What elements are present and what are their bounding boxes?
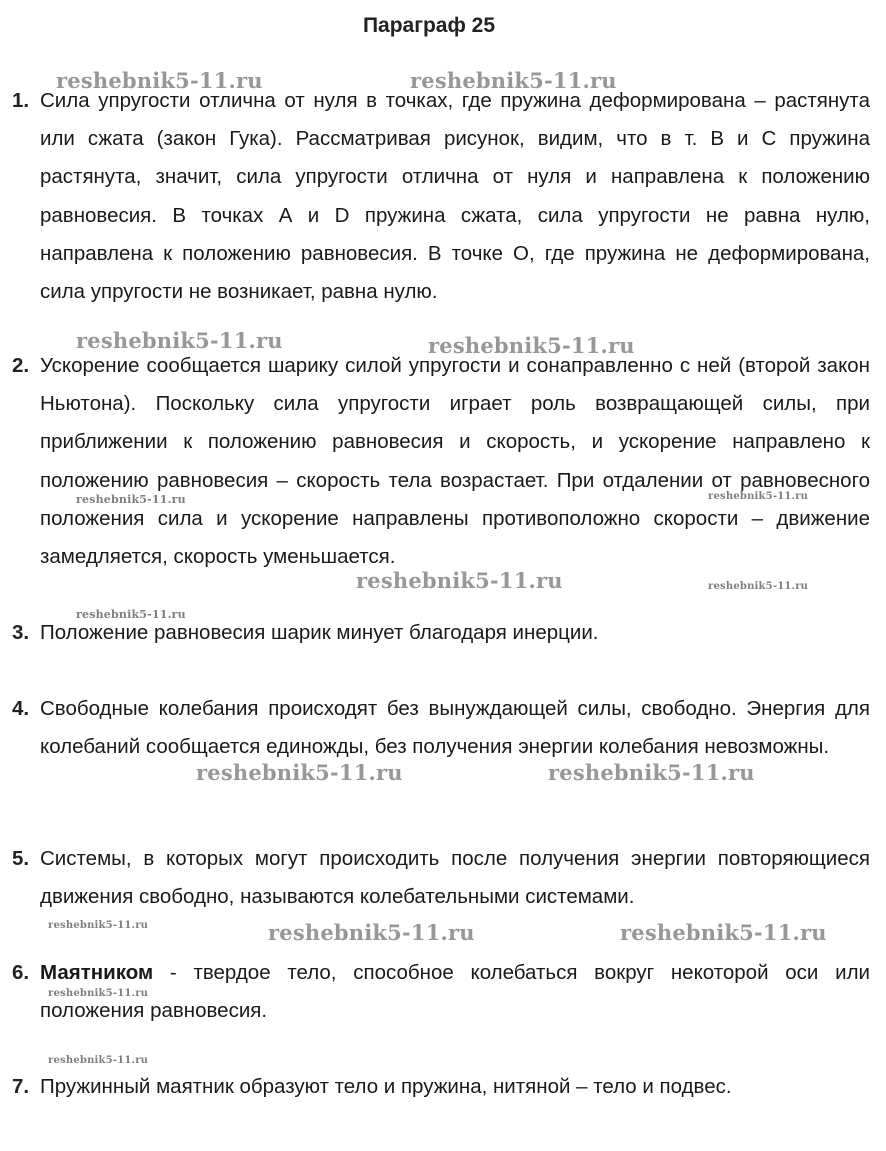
watermark: reshebnik5-11.ru (48, 1055, 149, 1066)
item-number: 3. (12, 621, 30, 644)
watermark: reshebnik5-11.ru (410, 68, 617, 93)
list-item (12, 1068, 870, 1106)
watermark: reshebnik5-11.ru (48, 988, 149, 999)
list-item (12, 347, 870, 576)
watermark: reshebnik5-11.ru (76, 493, 186, 506)
list-item (12, 82, 870, 311)
item-number: 6. (12, 961, 30, 984)
watermark: reshebnik5-11.ru (548, 760, 755, 785)
watermark: reshebnik5-11.ru (196, 760, 403, 785)
list-item (12, 614, 870, 652)
item-number: 2. (12, 354, 30, 377)
item-text: Пружинный маятник образуют тело и пружина, нитяной – тело и подвес. (40, 1075, 732, 1098)
item-text: Ускорение сообщается шарику силой упругости и сонаправленно с ней (второй закон Ньютона). Поскольку сила упругости играет роль возвращающей силы, при приближении к положению равновесия и скорость, и ускорение направлено к положению равновесия – скорость тела возрастает. При отдалении от равновесного положения сила и ускорение направлены противоположно скорости – движение замедляется, скорость уменьшается. (40, 354, 870, 569)
watermark: reshebnik5-11.ru (620, 920, 827, 945)
item-text (40, 954, 870, 1030)
watermark: reshebnik5-11.ru (268, 920, 475, 945)
item-number: 1. (12, 89, 30, 112)
item-text: Сила упругости отлична от нуля в точках, где пружина деформирована – растянута или сжата (закон Гука). Рассматривая рисунок, видим, что в т. В и С пружина растянута, значит, сила упругости отлична от нуля и направлена к положению равновесия. В точках А и D пружина сжата, сила упругости не равна нулю, направлена к положению равновесия. В точке О, где пружина не деформирована, сила упругости не возникает, равна нулю. (40, 89, 870, 304)
item-text: Положение равновесия шарик минует благодаря инерции. (40, 621, 599, 644)
watermark: reshebnik5-11.ru (356, 568, 563, 593)
item-number: 7. (12, 1075, 30, 1098)
list-item (12, 690, 870, 766)
list-item (12, 954, 870, 1030)
watermark: reshebnik5-11.ru (48, 920, 149, 931)
watermark: reshebnik5-11.ru (428, 333, 635, 358)
page-title: Параграф 25 (362, 14, 496, 37)
watermark: reshebnik5-11.ru (76, 328, 283, 353)
list-item (12, 840, 870, 916)
item-number: 4. (12, 697, 30, 720)
watermark: reshebnik5-11.ru (708, 581, 809, 592)
watermark: reshebnik5-11.ru (56, 68, 263, 93)
item-text: Системы, в которых могут происходить после получения энергии повторяющиеся движения свободно, называются колебательными системами. (40, 847, 870, 909)
watermark: reshebnik5-11.ru (76, 608, 186, 621)
item-definition: - твердое тело, способное колебаться вокруг некоторой оси или положения равновесия. (40, 961, 870, 1023)
item-number: 5. (12, 847, 30, 870)
watermark: reshebnik5-11.ru (708, 491, 809, 502)
item-term: Маятником (40, 961, 154, 984)
item-text: Свободные колебания происходят без вынуждающей силы, свободно. Энергия для колебаний сообщается единожды, без получения энергии колебания невозможны. (40, 697, 870, 759)
